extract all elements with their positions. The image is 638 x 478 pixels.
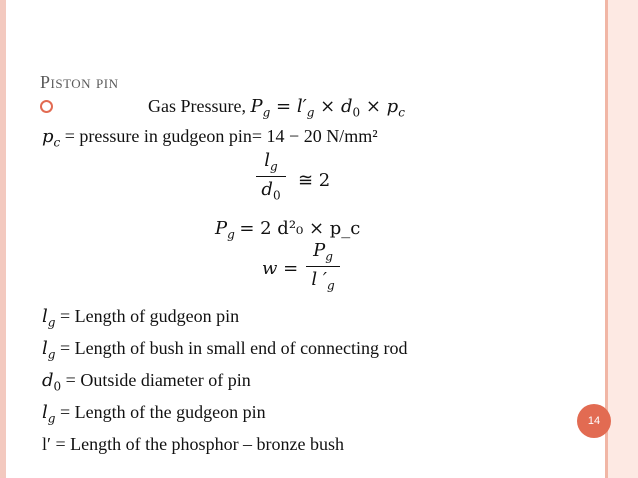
- bullet-icon: [40, 100, 53, 113]
- gas-pressure-formula: $P_g = l'_g \times d_0 \times p_c$: [250, 96, 405, 120]
- w-equation-lhs: w =: [262, 258, 299, 279]
- definition-lg-2: [42, 338, 408, 362]
- definition-text: = Length of the gudgeon pin: [55, 402, 266, 422]
- right-decorative-stripe: [608, 0, 638, 478]
- lg-symbol: $l_g$: [42, 402, 56, 426]
- definition-d0: [42, 370, 251, 394]
- definition-lg-3: [42, 402, 266, 426]
- w-fraction: $P_g$ l $'_g$: [306, 240, 340, 292]
- pc-definition-text: = pressure in gudgeon pin= 14 − 20 N/mm²: [60, 126, 378, 146]
- slide-title: Piston pin: [40, 72, 119, 92]
- pg-symbol: $P_g$: [215, 218, 235, 242]
- page-number-badge: 14: [577, 404, 611, 438]
- ratio-fraction: $l_g$ $d_0$: [256, 150, 286, 202]
- lg-symbol: $l_g$: [42, 338, 56, 362]
- pg-equation-rhs: = 2 d²₀ × p_c: [239, 218, 361, 239]
- definition-text: = Length of gudgeon pin: [55, 306, 240, 326]
- d0-symbol: $d_0$: [42, 370, 62, 394]
- definition-clipped: l′ = Length of the phosphor – bronze bush: [42, 434, 345, 454]
- gas-pressure-line: [148, 96, 405, 120]
- left-decorative-stripe: [0, 0, 6, 478]
- definition-text: = Length of bush in small end of connecting rod: [55, 338, 408, 358]
- definition-lg-1: [42, 306, 239, 330]
- gas-pressure-label: Gas Pressure,: [148, 96, 251, 116]
- pc-symbol: $p_c$: [42, 126, 61, 150]
- pc-definition-line: [42, 126, 378, 150]
- lg-symbol: $l_g$: [42, 306, 56, 330]
- definition-text: = Outside diameter of pin: [61, 370, 251, 390]
- ratio-value: ≅ 2: [298, 170, 331, 191]
- pg-equation: [215, 218, 360, 242]
